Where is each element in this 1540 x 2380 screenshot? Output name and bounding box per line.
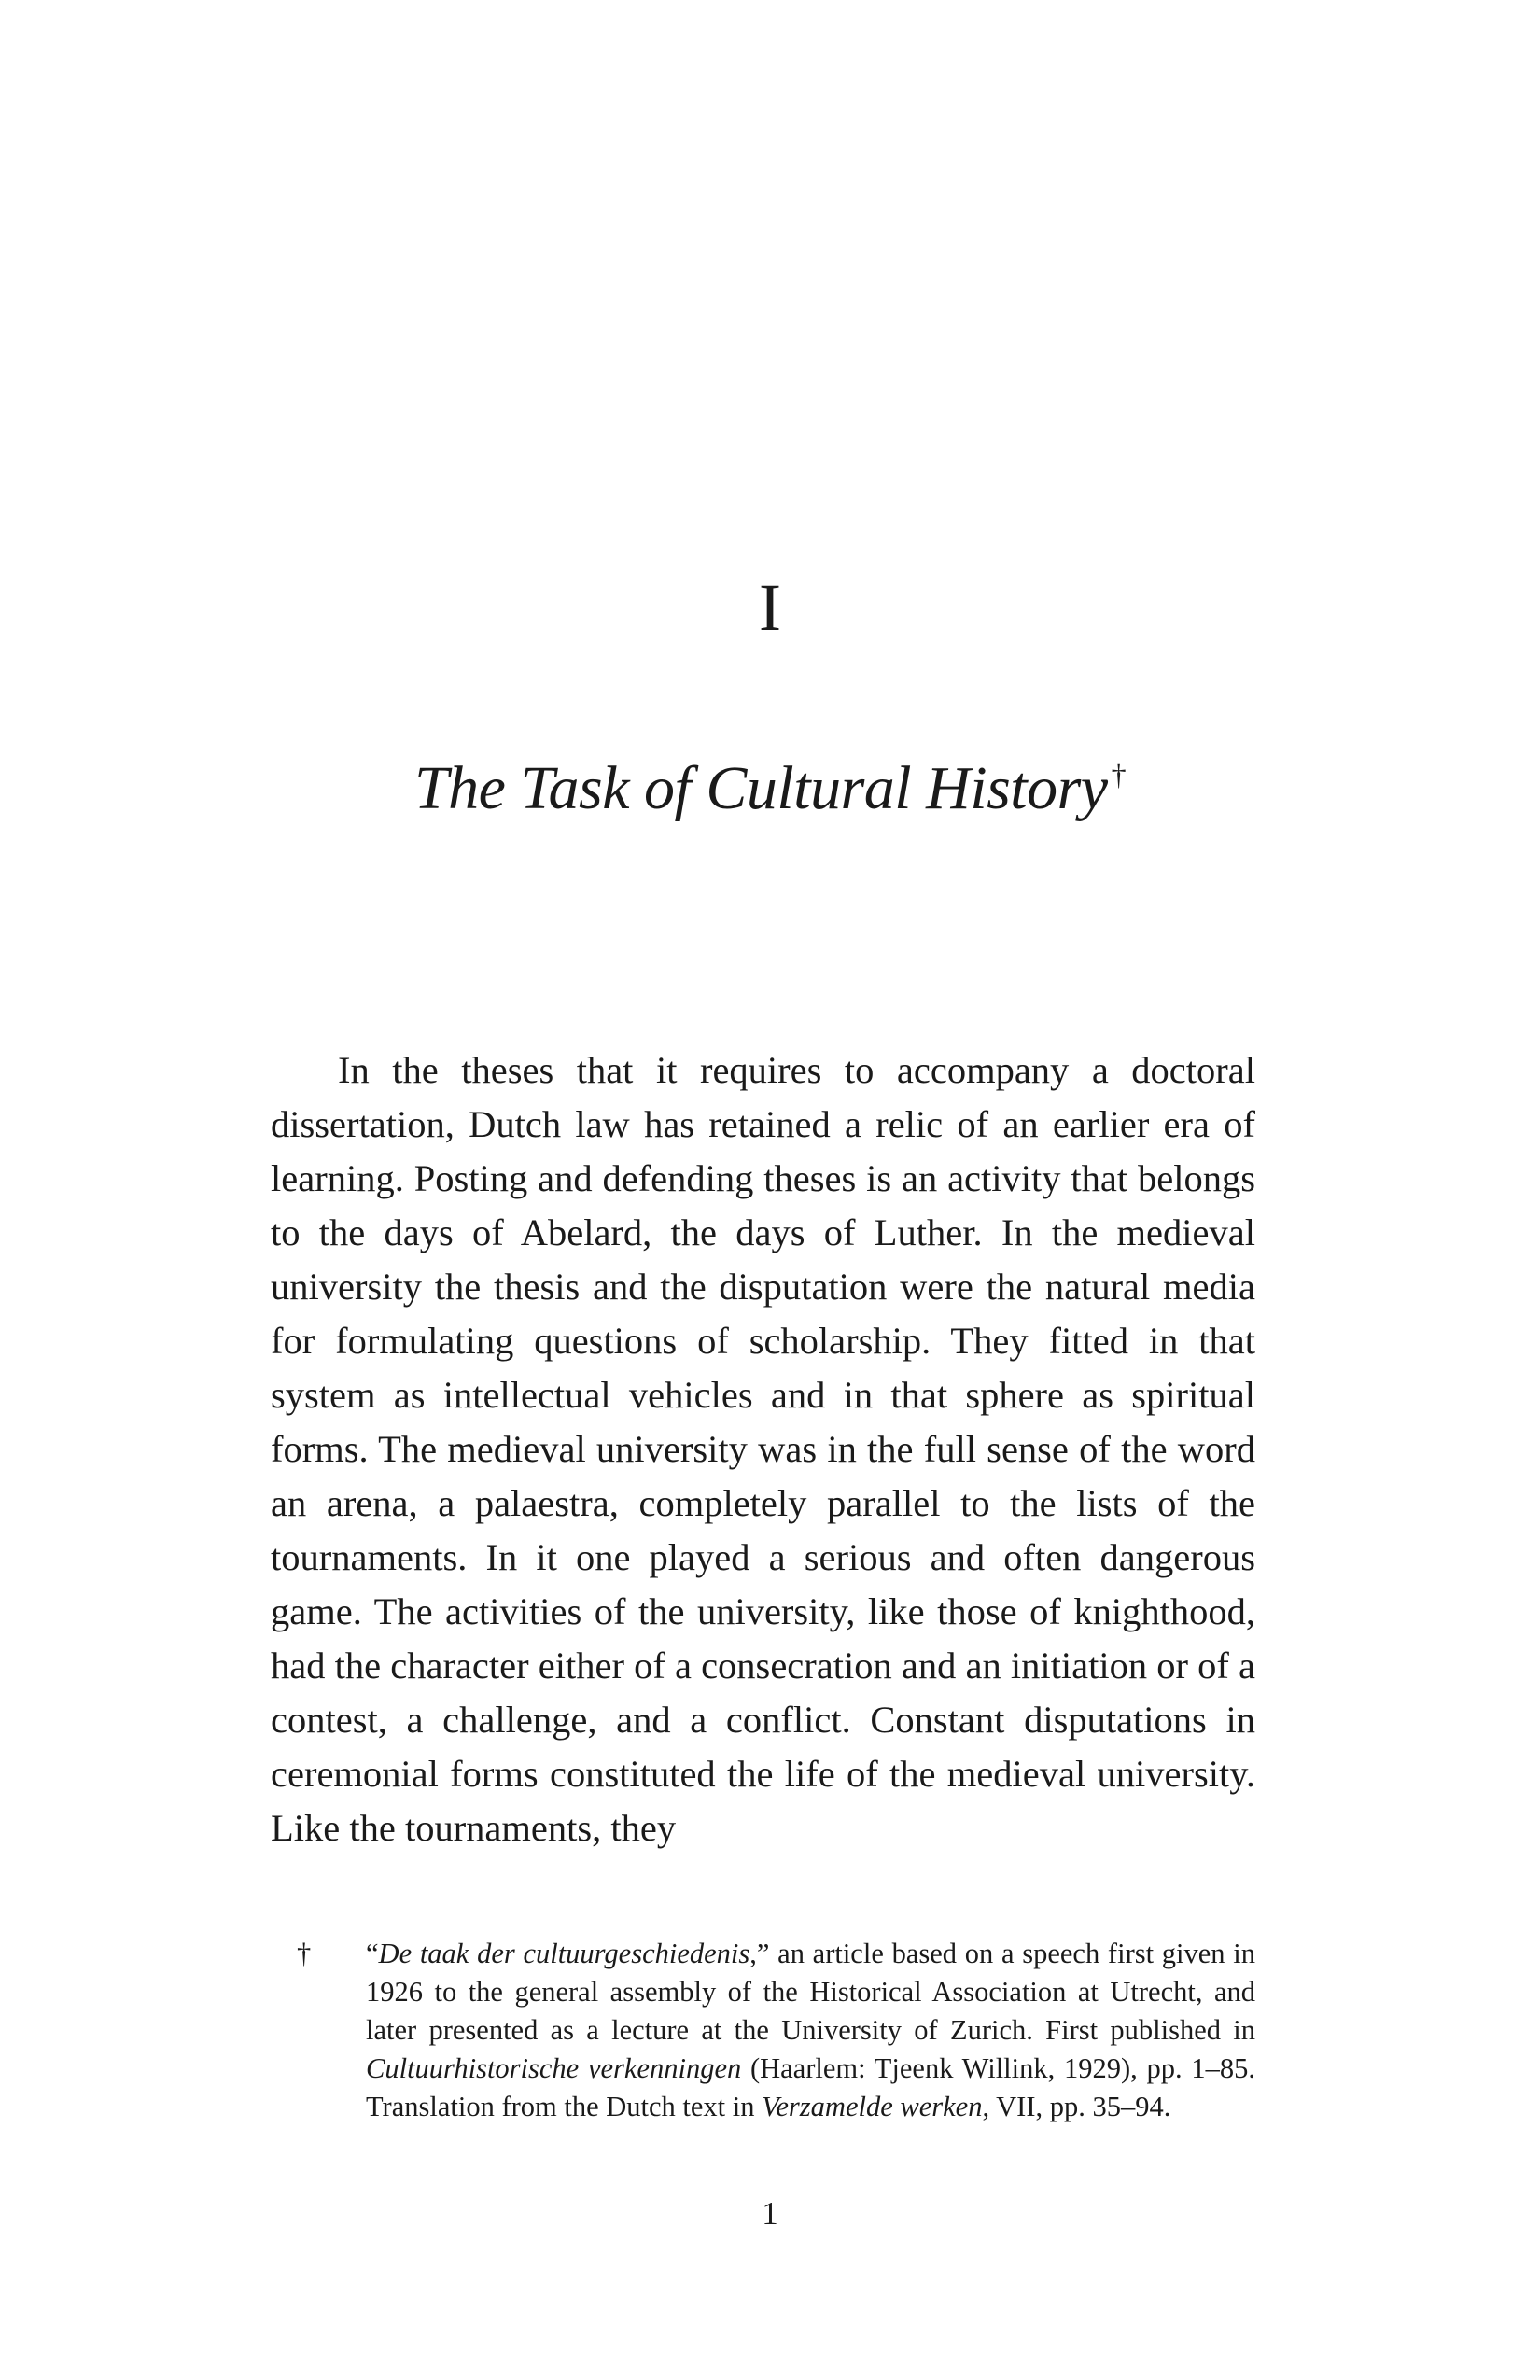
body-paragraph: In the theses that it requires to accompany a doctoral dissertation, Dutch law has retained a relic of an earlier era of learning. Posting and defending theses is an activity that belongs to the days of Abelard, the days of Luther. In the medieval university the thesis and the disputation were the natural media for formulating questions of scholarship. They fitted in that system as intellectual vehicles and in that sphere as spiritual forms. The medieval university was in the full sense of the word an arena, a palaestra, completely parallel to the lists of the tournaments. In it one played a serious and often dangerous game. The activities of the university, like those of knighthood, had the character either of a consecration and an initiation or of a contest, a challenge, and a conflict. Constant disputations in ceremonial forms constituted the life of the medieval university. Like the tournaments, they bbox=[271, 1049, 1255, 1849]
footnote-open-quote: “ bbox=[366, 1938, 379, 1969]
chapter-title bbox=[0, 751, 1540, 825]
footnote-text bbox=[366, 1935, 1255, 2126]
chapter-title-text: The Task of Cultural History bbox=[413, 754, 1108, 822]
footnote-text-part-1: ,” an article based on a speech first given in 1926 to the general assembly of the Historical Association at Utrecht, and later presented as a lecture at the University of Zurich. First published in bbox=[366, 1938, 1255, 2046]
footnote-text-part-3: , VII, pp. 35–94. bbox=[982, 2091, 1171, 2122]
chapter-title-footnote-marker: † bbox=[1111, 758, 1127, 791]
footnote-text-part-2: (Haarlem: Tjeenk Willink, 1929), pp. 1–85. Translation from the Dutch text in bbox=[366, 2052, 1255, 2122]
footnote-article-title: De taak der cultuurgeschiedenis bbox=[378, 1938, 750, 1969]
chapter-number: I bbox=[759, 570, 781, 645]
footnote-source-title: Cultuurhistorische verkenningen bbox=[366, 2052, 742, 2084]
footnote-marker: † bbox=[297, 1938, 312, 1969]
page-number: 1 bbox=[762, 2195, 778, 2232]
footnote-works-title: Verzamelde werken bbox=[762, 2091, 983, 2122]
